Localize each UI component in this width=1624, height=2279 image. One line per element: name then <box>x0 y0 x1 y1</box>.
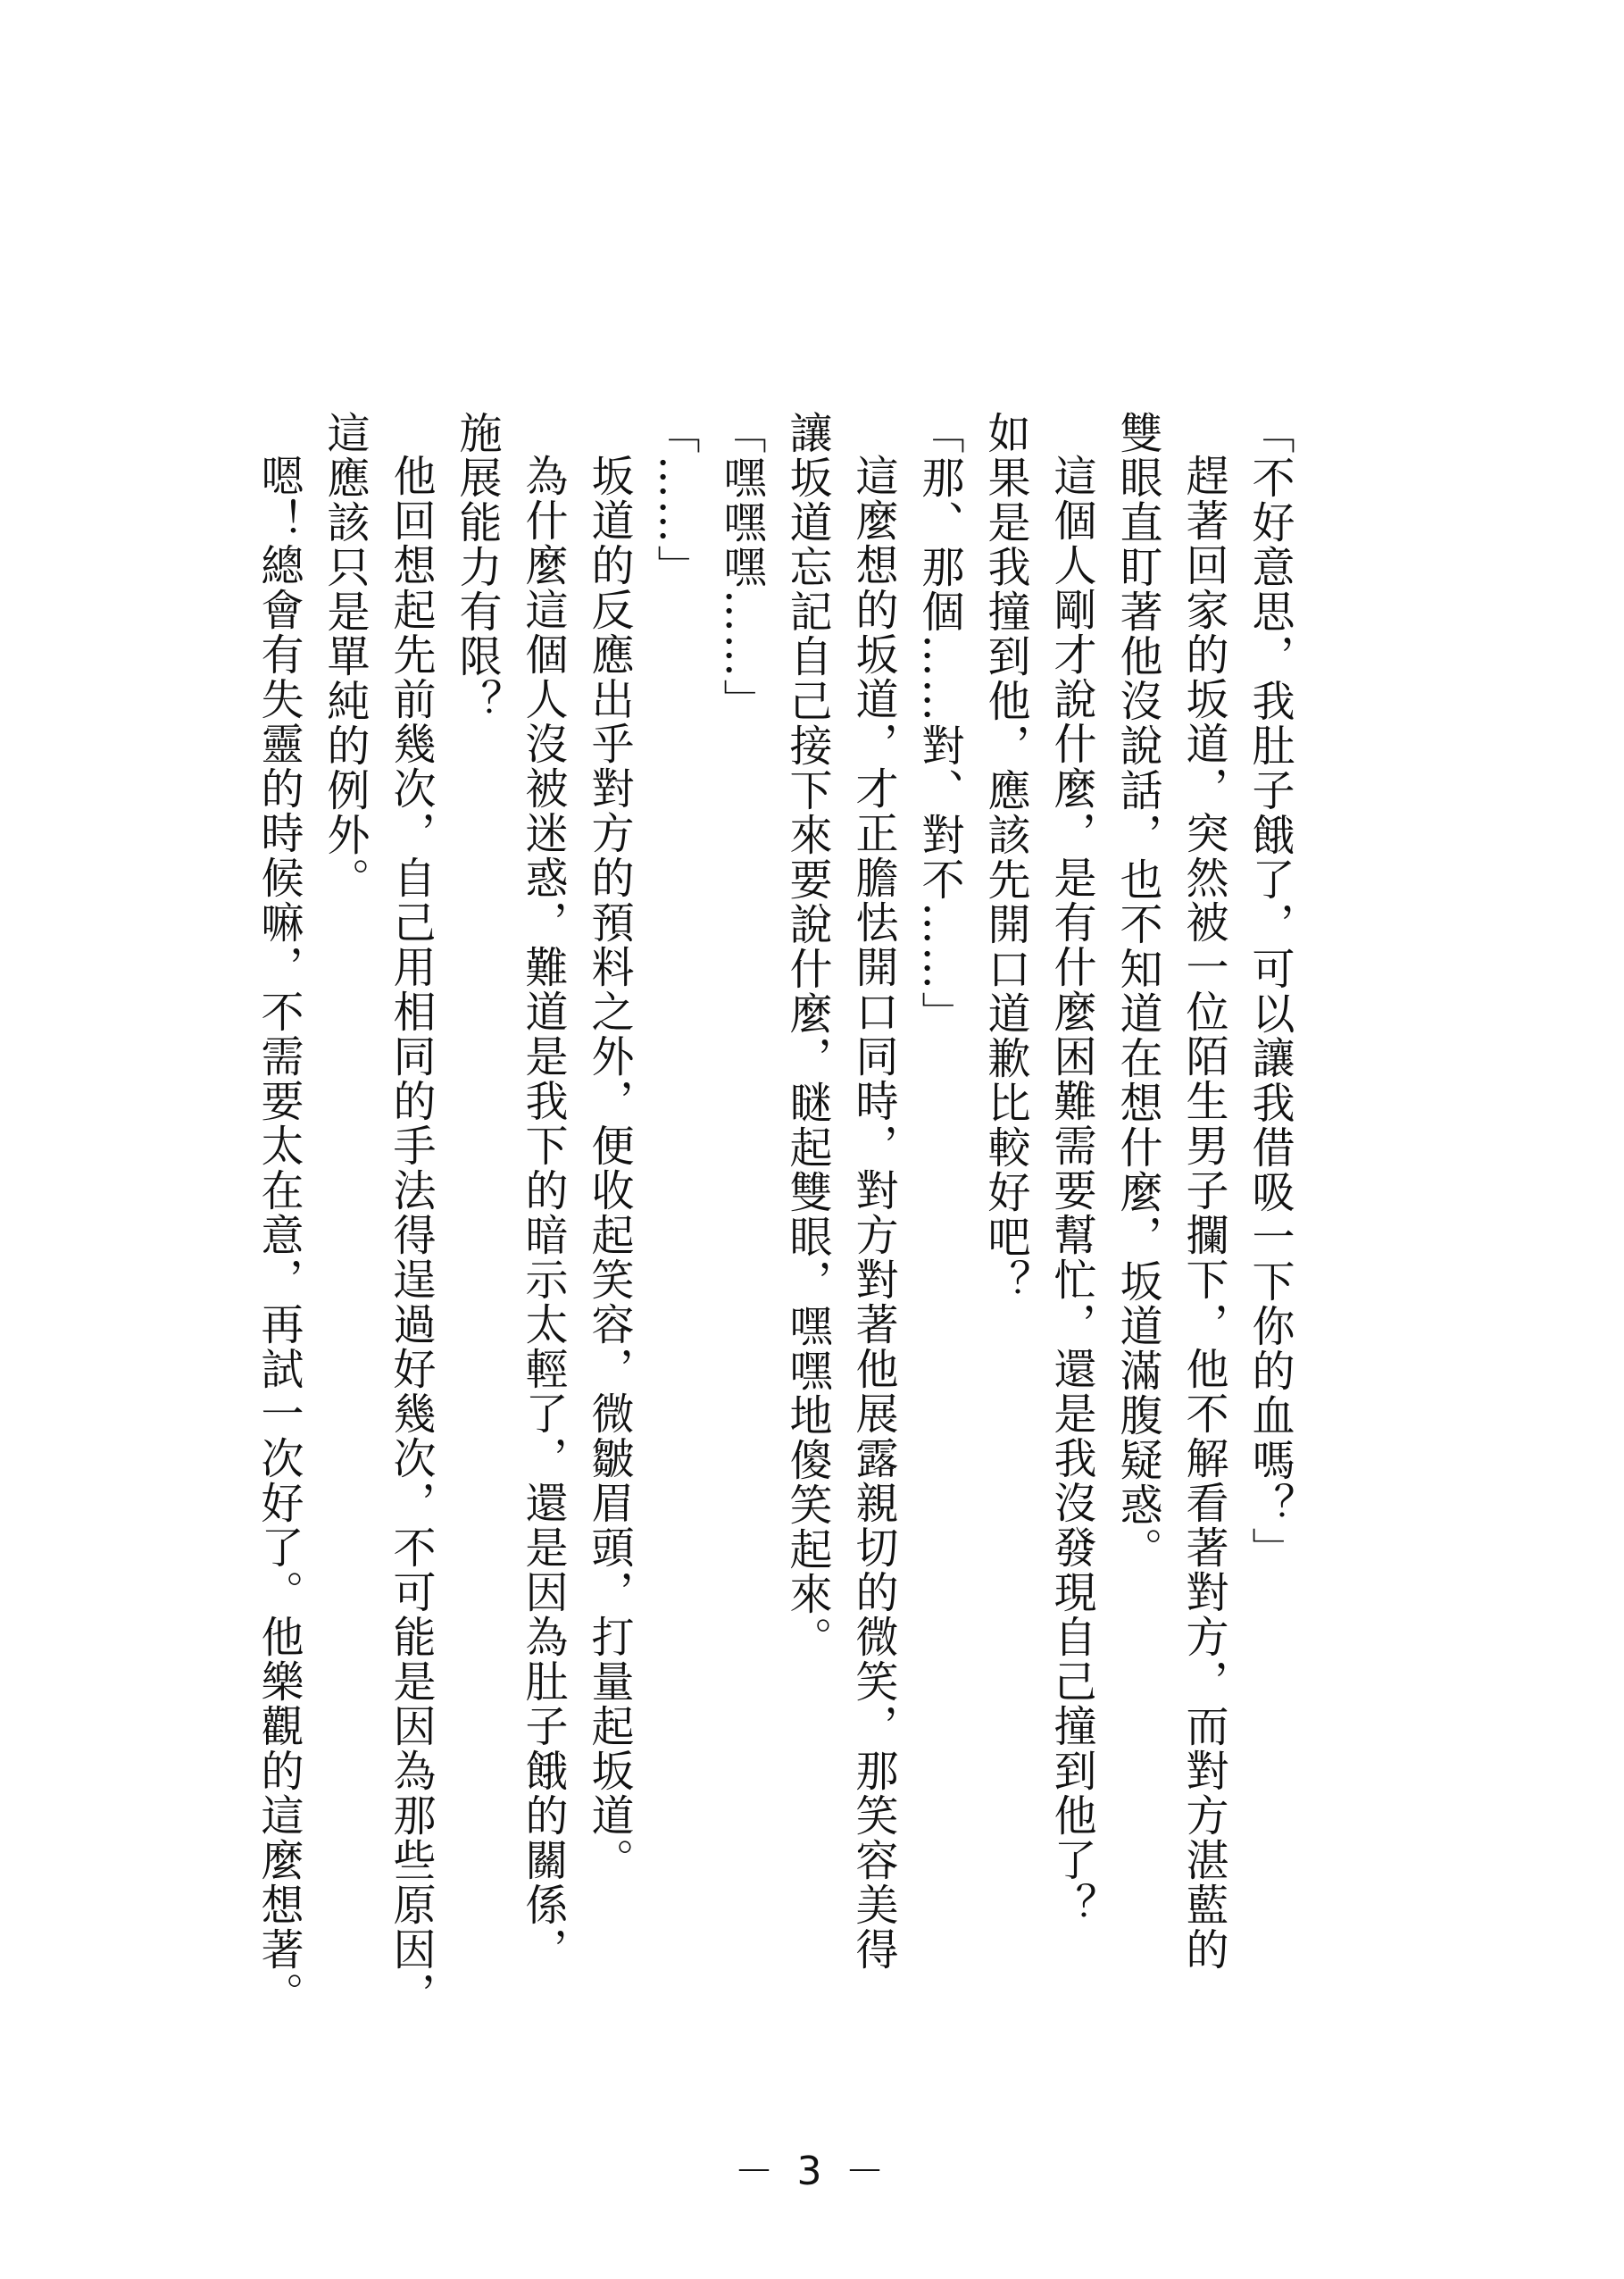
text-line: 「那、那個……對、對不……」 <box>914 411 964 1036</box>
text-line: 這個人剛才說什麼，是有什麼困難需要幫忙，還是我沒發現自己撞到他了？ <box>1046 454 1096 1927</box>
vertical-text-body <box>246 411 1303 2108</box>
text-line: 「不好意思，我肚子餓了，可以讓我借吸一下你的血嗎？」 <box>1245 411 1295 1572</box>
text-line: 讓坂道忘記自己接下來要說什麼，瞇起雙眼，嘿嘿地傻笑起來。 <box>782 411 832 1661</box>
text-line: 施展能力有限？ <box>452 411 502 723</box>
text-line: 趕著回家的坂道，突然被一位陌生男子攔下，他不解看著對方，而對方湛藍的 <box>1178 454 1228 1972</box>
text-line: 雙眼直盯著他沒說話，也不知道在想什麼，坂道滿腹疑惑。 <box>1112 411 1162 1572</box>
text-line: 這應該只是單純的例外。 <box>320 411 370 902</box>
text-line: 為什麼這個人沒被迷惑，難道是我下的暗示太輕了，還是因為肚子餓的關係， <box>518 454 568 1972</box>
text-line: 「嘿嘿嘿……」 <box>716 411 766 723</box>
text-line: 坂道的反應出乎對方的預料之外，便收起笑容，微皺眉頭，打量起坂道。 <box>584 454 634 1882</box>
text-line: 嗯！總會有失靈的時候嘛，不需要太在意，再試一次好了。他樂觀的這麼想著。 <box>254 454 304 2016</box>
page-number: － 3 － <box>734 2149 890 2194</box>
text-line: 他回想起先前幾次，自己用相同的手法得逞過好幾次，不可能是因為那些原因， <box>386 454 436 2016</box>
text-line: 「……」 <box>650 411 700 589</box>
text-line: 這麼想的坂道，才正膽怯開口同時，對方對著他展露親切的微笑，那笑容美得 <box>848 454 898 1972</box>
text-line: 如果是我撞到他，應該先開口道歉比較好吧？ <box>980 411 1030 1304</box>
